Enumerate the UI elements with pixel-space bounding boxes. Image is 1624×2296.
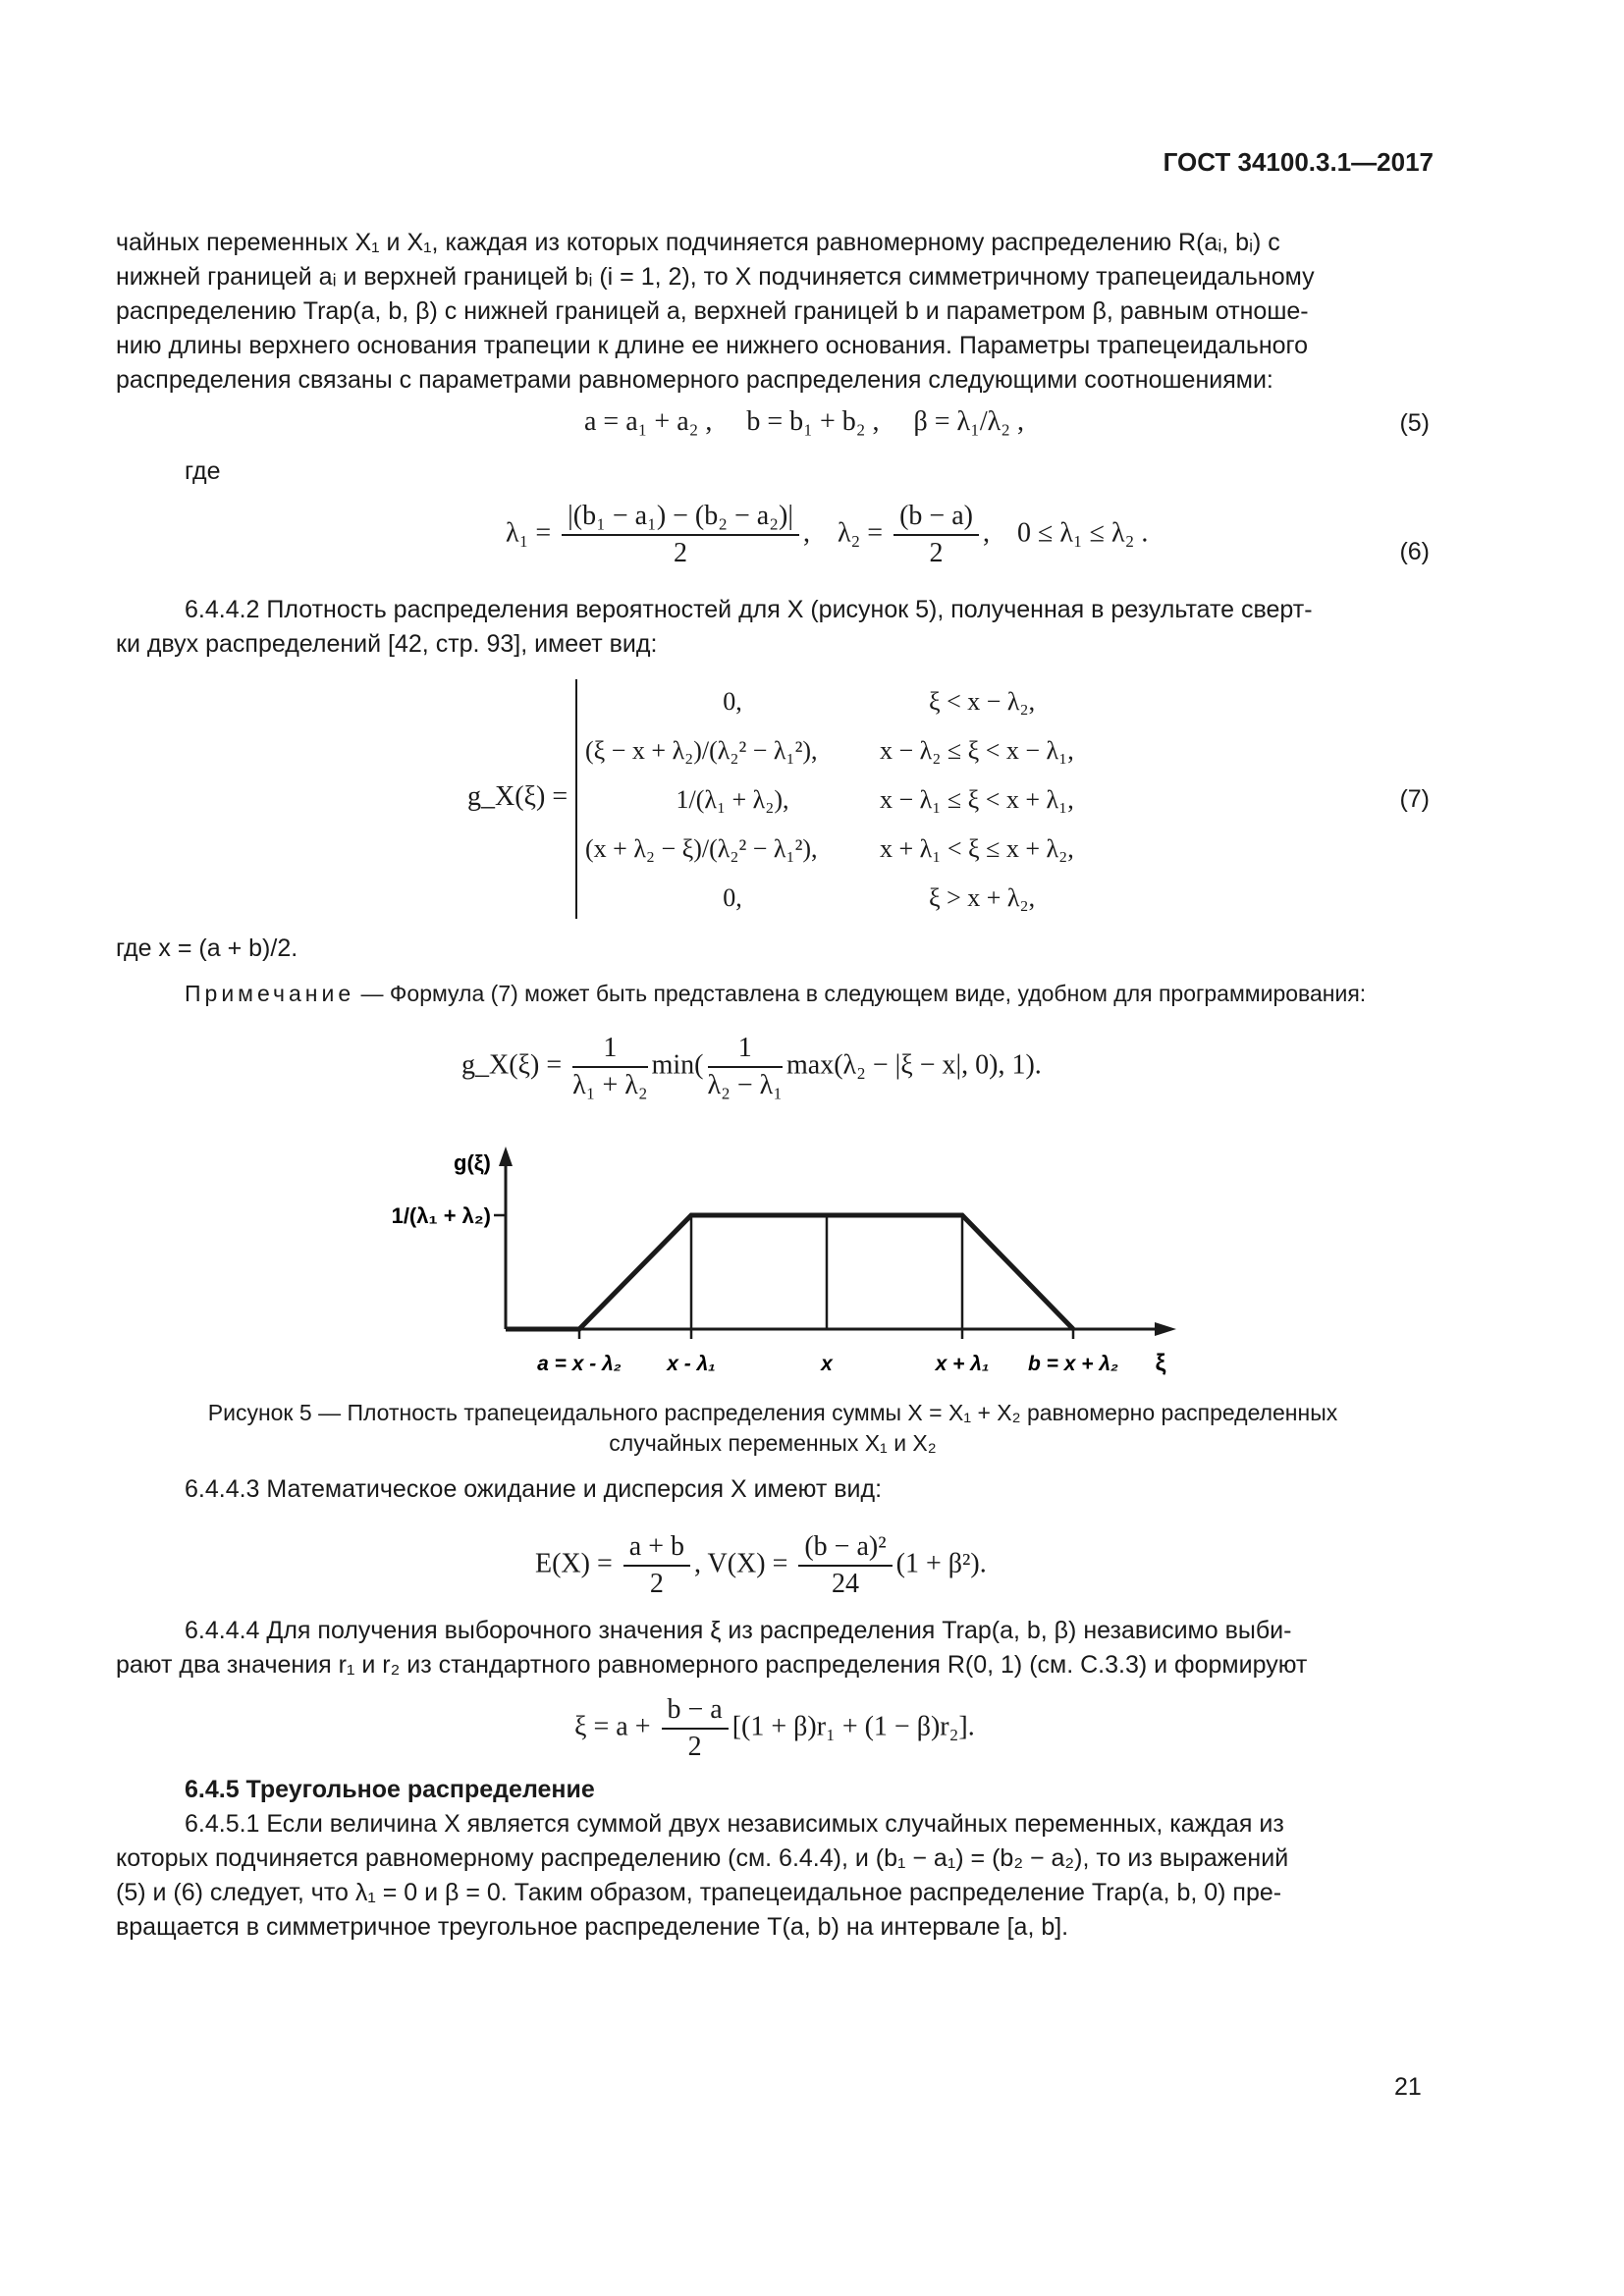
frac-den: 2 bbox=[649, 1569, 664, 1599]
equation-expectation-variance bbox=[535, 1531, 987, 1600]
density-curve bbox=[506, 1215, 1073, 1329]
note-fraction-2 bbox=[708, 1033, 783, 1101]
text-line: чайных переменных X₁ и X₁, каждая из которых подчиняется равномерному распределению R(aᵢ, bᵢ) с bbox=[116, 229, 1280, 256]
eq6-fraction-2 bbox=[893, 501, 979, 569]
text-line: нижней границей aᵢ и верхней границей bᵢ (i = 1, 2), то X подчиняется симметричному трапецеидальному bbox=[116, 263, 1315, 291]
gde-word: где bbox=[185, 457, 221, 485]
note-text: — Формула (7) может быть представлена в следующем виде, удобном для программирования: bbox=[354, 981, 1367, 1006]
paragraph-6-4-4-3: 6.4.4.3 Математическое ожидание и дисперсия X имеют вид: bbox=[185, 1475, 883, 1503]
eq6-condition: 0 ≤ λ₁ ≤ λ₂ . bbox=[1016, 517, 1149, 549]
equation-xi-sample bbox=[574, 1694, 975, 1763]
x-label-x: x bbox=[821, 1353, 833, 1375]
text-line: вращается в симметричное треугольное распределение T(a, b) на интервале [a, b]. bbox=[116, 1913, 1069, 1941]
eq6-lambda1-lhs: λ₁ = bbox=[506, 517, 552, 549]
paragraph-6-4-4-4 bbox=[116, 1614, 1430, 1682]
caption-line: Рисунок 5 — Плотность трапецеидального распределения суммы X = X₁ + X₂ равномерно распределенных bbox=[207, 1400, 1338, 1425]
x-label-x-plus-lambda1: x + λ₁ bbox=[935, 1353, 990, 1375]
eq7-cases bbox=[585, 677, 1135, 923]
case-expr: 0, bbox=[723, 883, 742, 912]
caption-line: случайных переменных X₁ и X₂ bbox=[609, 1430, 937, 1456]
text-line: которых подчиняется равномерному распределению (см. 6.4.4), и (b₁ − a₁) = (b₂ − a₂), то из выражений bbox=[116, 1844, 1289, 1872]
frac-den: 24 bbox=[831, 1569, 859, 1599]
eq5-beta: β = λ₁/λ₂ , bbox=[913, 406, 1024, 437]
case-row bbox=[585, 825, 1135, 874]
case-condition: ξ < x − λ₂, bbox=[929, 687, 1036, 716]
text-line: 6.4.4.4 Для получения выборочного значения ξ из распределения Trap(a, b, β) независимо выби- bbox=[185, 1617, 1292, 1644]
ev-v-lhs: , V(X) = bbox=[693, 1548, 788, 1579]
x-label-a: a = x - λ₂ bbox=[537, 1353, 622, 1375]
figure-5-trapezoid bbox=[353, 1139, 1198, 1394]
equation-note bbox=[461, 1033, 1042, 1101]
eq5-b: b = b₁ + b₂ , bbox=[746, 406, 880, 437]
frac-den: λ₁ + λ₂ bbox=[572, 1070, 648, 1100]
text-line: распределению Trap(a, b, β) с нижней границей a, верхней границей b и параметром β, равным отноше- bbox=[116, 297, 1309, 325]
xi-rest: [(1 + β)r₁ + (1 − β)r₂]. bbox=[731, 1711, 975, 1742]
frac-den: 2 bbox=[687, 1732, 702, 1762]
case-expr: (ξ − x + λ₂)/(λ₂² − λ₁²), bbox=[585, 736, 818, 765]
case-expr: 1/(λ₁ + λ₂), bbox=[676, 785, 789, 814]
case-condition: ξ > x + λ₂, bbox=[929, 883, 1036, 912]
section-title: 6.4.5 Треугольное распределение bbox=[185, 1776, 595, 1803]
section-6-4-5 bbox=[116, 1773, 1430, 1945]
intro-paragraph bbox=[116, 226, 1430, 398]
ev-fraction-v bbox=[798, 1531, 892, 1600]
ev-e-lhs: E(X) = bbox=[535, 1548, 613, 1579]
eq5-a: a = a₁ + a₂ , bbox=[584, 406, 713, 437]
frac-den: λ₂ − λ₁ bbox=[707, 1070, 783, 1100]
equation-number-7: (7) bbox=[1399, 785, 1430, 813]
case-expr: (x + λ₂ − ξ)/(λ₂² − λ₁²), bbox=[585, 834, 818, 863]
frac-num: (b − a)² bbox=[798, 1531, 892, 1567]
standard-header: ГОСТ 34100.3.1—2017 bbox=[1163, 147, 1434, 177]
x-axis-label: ξ bbox=[1155, 1350, 1166, 1376]
xi-fraction bbox=[662, 1694, 729, 1763]
case-condition: x − λ₂ ≤ ξ < x − λ₁, bbox=[880, 736, 1074, 765]
x-label-x-minus-lambda1: x - λ₁ bbox=[667, 1353, 716, 1375]
equation-number-6: (6) bbox=[1399, 538, 1430, 565]
equation-6: λ₁ = $\frac{\text{|(b₁ − a₁) − (b₂ − a₂)|}}{2}$ , λ₂ = $\frac{(b - a)}{2}$ , 0 ≤ λ₁ ≤ λ₂ . bbox=[506, 501, 1149, 568]
frac-num: |(b₁ − a₁) − (b₂ − a₂)| bbox=[562, 501, 799, 536]
text-line: (5) и (6) следует, что λ₁ = 0 и β = 0. Таким образом, трапецеидальное распределение Trap(a, b, 0) пре- bbox=[116, 1879, 1282, 1906]
x-axis-arrow bbox=[1155, 1322, 1176, 1336]
eq7-lhs: g_X(ξ) = bbox=[467, 781, 568, 812]
page-number: 21 bbox=[1394, 2073, 1422, 2101]
frac-num: 1 bbox=[572, 1033, 647, 1068]
text-line: ки двух распределений [42, стр. 93], имеет вид: bbox=[116, 630, 658, 658]
y-axis-arrow bbox=[499, 1147, 513, 1166]
ev-v-tail: (1 + β²). bbox=[895, 1548, 987, 1579]
note-lhs: g_X(ξ) = bbox=[461, 1049, 563, 1081]
case-expr: 0, bbox=[723, 687, 742, 716]
level-label: 1/(λ₁ + λ₂) bbox=[391, 1203, 491, 1228]
text-line: нию длины верхнего основания трапеции к длине ее нижнего основания. Параметры трапецеидального bbox=[116, 332, 1309, 359]
note-min: min( bbox=[651, 1049, 704, 1081]
note-fraction-1 bbox=[572, 1033, 647, 1101]
paragraph-6-4-4-2 bbox=[116, 593, 1430, 662]
ev-fraction-e bbox=[623, 1531, 690, 1600]
frac-den: 2 bbox=[674, 538, 688, 568]
frac-num: (b − a) bbox=[893, 501, 979, 536]
eq6-fraction-1 bbox=[562, 501, 799, 569]
xi-lhs: ξ = a + bbox=[574, 1711, 651, 1742]
text-line: рают два значения r₁ и r₂ из стандартного равномерного распределения R(0, 1) (см. С.3.3) и формируют bbox=[116, 1651, 1308, 1679]
frac-num: a + b bbox=[623, 1531, 690, 1567]
frac-num: b − a bbox=[662, 1694, 729, 1730]
note-rest: max(λ₂ − |ξ − x|, 0), 1). bbox=[785, 1049, 1042, 1081]
case-condition: x + λ₁ < ξ ≤ x + λ₂, bbox=[880, 834, 1074, 863]
text-line: 6.4.5.1 Если величина X является суммой двух независимых случайных переменных, каждая из bbox=[185, 1810, 1284, 1838]
figure-caption bbox=[116, 1398, 1430, 1459]
case-row bbox=[585, 775, 1135, 825]
eq6-lambda2-lhs: λ₂ = bbox=[837, 517, 884, 549]
text-line: 6.4.4.2 Плотность распределения вероятностей для X (рисунок 5), полученная в результате сверт- bbox=[185, 596, 1313, 623]
frac-num: 1 bbox=[708, 1033, 783, 1068]
case-condition: x − λ₁ ≤ ξ < x + λ₁, bbox=[880, 785, 1074, 814]
equation-5 bbox=[584, 406, 1024, 438]
case-row bbox=[585, 874, 1135, 923]
y-axis-label: g(ξ) bbox=[454, 1150, 491, 1175]
note-label: Примечание bbox=[185, 981, 355, 1006]
x-label-b: b = x + λ₂ bbox=[1027, 1353, 1119, 1375]
frac-den: 2 bbox=[929, 538, 944, 568]
case-row bbox=[585, 726, 1135, 775]
note-paragraph bbox=[185, 981, 1366, 1007]
text-line: распределения связаны с параметрами равномерного распределения следующими соотношениями: bbox=[116, 366, 1273, 394]
equation-number-5: (5) bbox=[1399, 409, 1430, 437]
case-row bbox=[585, 677, 1135, 726]
gde-x-definition: где x = (a + b)/2. bbox=[116, 934, 298, 962]
